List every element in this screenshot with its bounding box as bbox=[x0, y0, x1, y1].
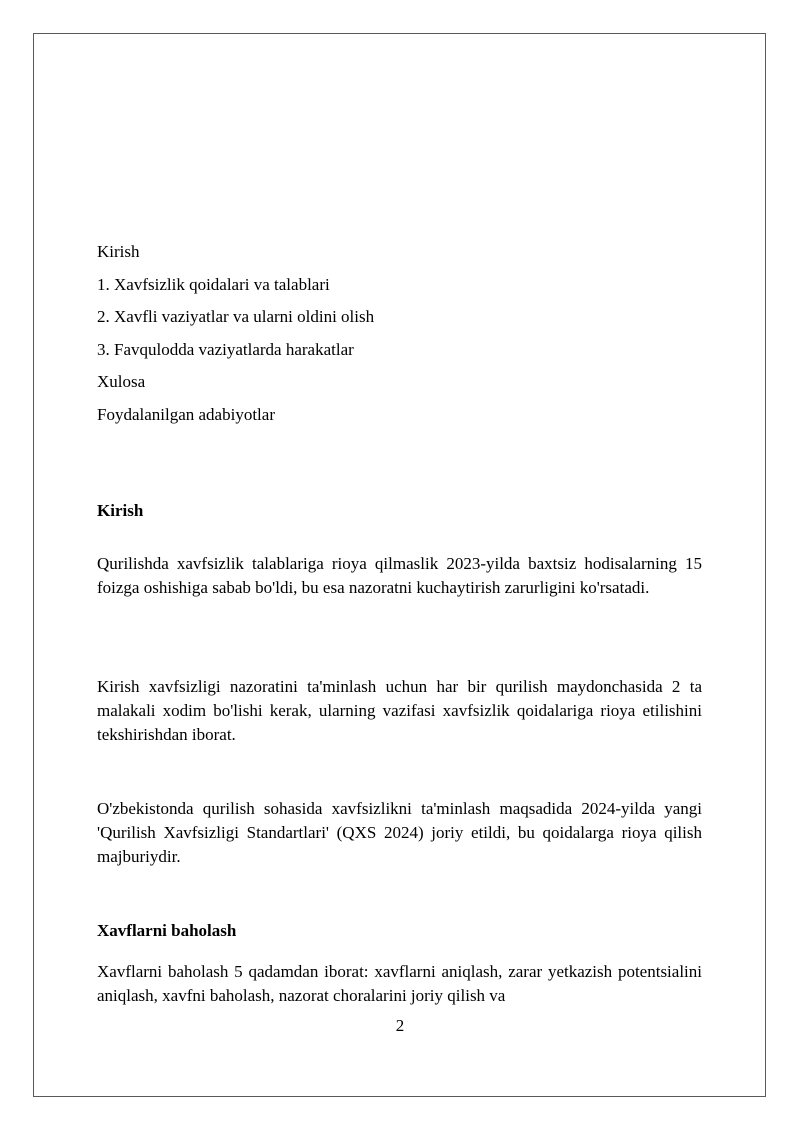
page-number: 2 bbox=[395, 1016, 405, 1035]
section-heading-risk: Xavflarni baholash bbox=[97, 921, 237, 940]
intro-paragraph-3: O'zbekistonda qurilish sohasida xavfsizlikni ta'minlash maqsadida 2024-yilda yangi 'Qurilish Xavfsizligi Standartlari' (QXS 2024) joriy etildi, bu qoidalarga rioya qilish majburiydir. bbox=[97, 799, 702, 866]
intro-paragraph-2: Kirish xavfsizligi nazoratini ta'minlash uchun har bir qurilish maydonchasida 2 ta malakali xodim bo'lishi kerak, ularning vazifasi xavfsizlik qoidalariga rioya etilishini tekshirishdan iborat. bbox=[97, 677, 702, 744]
toc-item-intro[interactable]: Kirish bbox=[97, 242, 140, 261]
toc-item-hazards[interactable]: 2. Xavfli vaziyatlar va ularni oldini olish bbox=[97, 307, 375, 326]
toc-item-conclusion[interactable]: Xulosa bbox=[97, 372, 146, 391]
table-of-contents bbox=[97, 240, 702, 435]
risk-paragraph: Xavflarni baholash 5 qadamdan iborat: xavflarni aniqlash, zarar yetkazish potentsialini aniqlash, xavfni baholash, nazorat choralarini joriy qilish va bbox=[97, 962, 702, 1005]
toc-item-emergency[interactable]: 3. Favqulodda vaziyatlarda harakatlar bbox=[97, 339, 354, 359]
intro-paragraph-1: Qurilishda xavfsizlik talablariga rioya qilmaslik 2023-yilda baxtsiz hodisalarning 15 foizga oshishiga sabab bo'ldi, bu esa nazoratni kuchaytirish zarurligini ko'rsatadi. bbox=[97, 554, 702, 597]
toc-item-safety-rules[interactable]: 1. Xavfsizlik qoidalari va talablari bbox=[97, 274, 330, 294]
section-heading-intro: Kirish bbox=[97, 501, 144, 520]
toc-item-references[interactable]: Foydalanilgan adabiyotlar bbox=[97, 404, 275, 424]
